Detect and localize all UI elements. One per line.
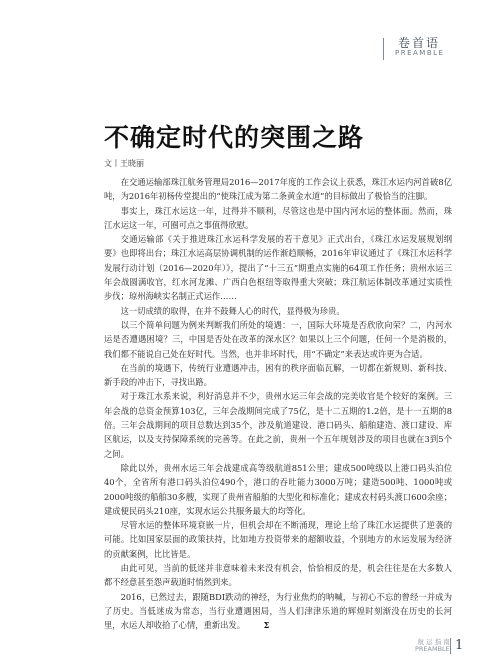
article-title: 不确定时代的突围之路 — [104, 123, 365, 152]
paragraph: 事实上，珠江水运这一年，过得并不顺利，尽管这也是中国内河水运的整体面。然而，珠江水运这一年，可圈可点之事值得欣慰。 — [104, 205, 452, 230]
page-number: 1 — [455, 638, 464, 653]
paragraph: 以三个简单问题为例来判断我们所处的境遇：一，国际大环境是否欣欣向荣？二，内河水运是否遭遇困境？三，中国是否处在改革的深水区？如果以上三个问题，任何一个是消极的，我们都不能说自己处在好时代。当然，也并非坏时代，用“不确定”来表达或许更为合适。 — [104, 319, 452, 359]
paragraph: 除此以外，贵州水运三年会战建成高等级航道851公里；建成500吨级以上港口码头泊位40个，全省所有港口码头泊位490个，港口的吞吐能力3000万吨；建造500吨、1000吨或2000吨级的船舶30多艘，实现了贵州省船舶的大型化和标准化；建成农村码头渡口600余座；建成便民码头210座，实现水运公共服务最大的均等化。 — [104, 462, 452, 516]
paragraph: 尽管水运的整体环境衰嵌一片，但机会却在不断涌现，理论上给了珠江水运提供了逆袭的可能。比如国家层面的政策扶持，比如地方投资带来的超额收益，个别地方的水运发展为经济的贡献案例，比比皆是。 — [104, 520, 452, 559]
paragraph-text: 2016，已然过去，跟随BDI跌动的神经，为行业焦灼的呐喊，与初心不忘的曾经一并成为了历史。当低迷成为常态，当行业遭遇困局，当人们津津乐道的辉煌时刻渐没在历史的长河里，水运人却收拾了心情，重新出发。 — [104, 591, 452, 631]
footer-magazine — [415, 639, 450, 653]
paragraph: 在当前的境遇下，传统行业遭遇冲击，困有的秩序面临瓦解，一切都在新规则、新科技、新手段的冲击下，寻找出路。 — [104, 362, 452, 388]
footer-magazine-en: PREAMBLE — [415, 645, 450, 653]
section-title: 卷首语 — [398, 36, 441, 50]
article-body — [104, 175, 452, 633]
paragraph: 在交通运输部珠江航务管理局2016—2017年度的工作会议上获悉，珠江水运内河首破8亿吨，为2016年初杨传堂提出的“使珠江成为第二条黄金水道”的目标做出了极恰当的注脚。 — [104, 177, 452, 202]
byline: 文丨王晓丽 — [104, 159, 144, 168]
paragraph-last — [104, 590, 452, 633]
footer-magazine-cn: 航 运 指 南 — [417, 638, 450, 646]
paragraph: 由此可见，当前的低迷并非意味着未来没有机会，恰恰相反的是，机会往往是在大多数人都不经意甚至怨声载道时悄然到来。 — [104, 563, 452, 588]
paragraph: 交通运输部《关于推进珠江水运科学发展的若干意见》正式出台，《珠江水运发展规划纲要》也即将出台；珠江水运高层协调机制的运作渐趋顺畅，2016年审议通过了《珠江水运科学发展行动计划（2016—2020年）》，提出了“十三五”期重点实施的64项工作任务；贵州水运三年会战圆满收官，红水河龙滩、广西白色枢纽等取得重大突破；珠江航运体制改革通过实质性步伐；琼州海峡实名制正式运作…… — [104, 234, 452, 302]
section-subtitle: PREAMBLE — [395, 49, 445, 57]
paragraph: 对于珠江水系来说，利好消息并不少，贵州水运三年会战的完美收官是个较好的案例。三年会战的总资金预算103亿，三年会战期间完成了75亿，是十二五期的1.2倍，是十一五期的8倍。三年会战期间的项目总数达到35个，涉及航道建设、港口码头、船舶建造、渡口建设、库区航运，以及支持保障系统的完善等。在此之前，贵州一个五年规划涉及的项目也就在3到5个之间。 — [104, 391, 452, 459]
footer-divider — [450, 638, 451, 654]
paragraph: 这一切成绩的取得，在并不鼓舞人心的时代，显得极为珍贵。 — [120, 305, 345, 316]
end-mark-icon: Σ — [263, 620, 270, 631]
